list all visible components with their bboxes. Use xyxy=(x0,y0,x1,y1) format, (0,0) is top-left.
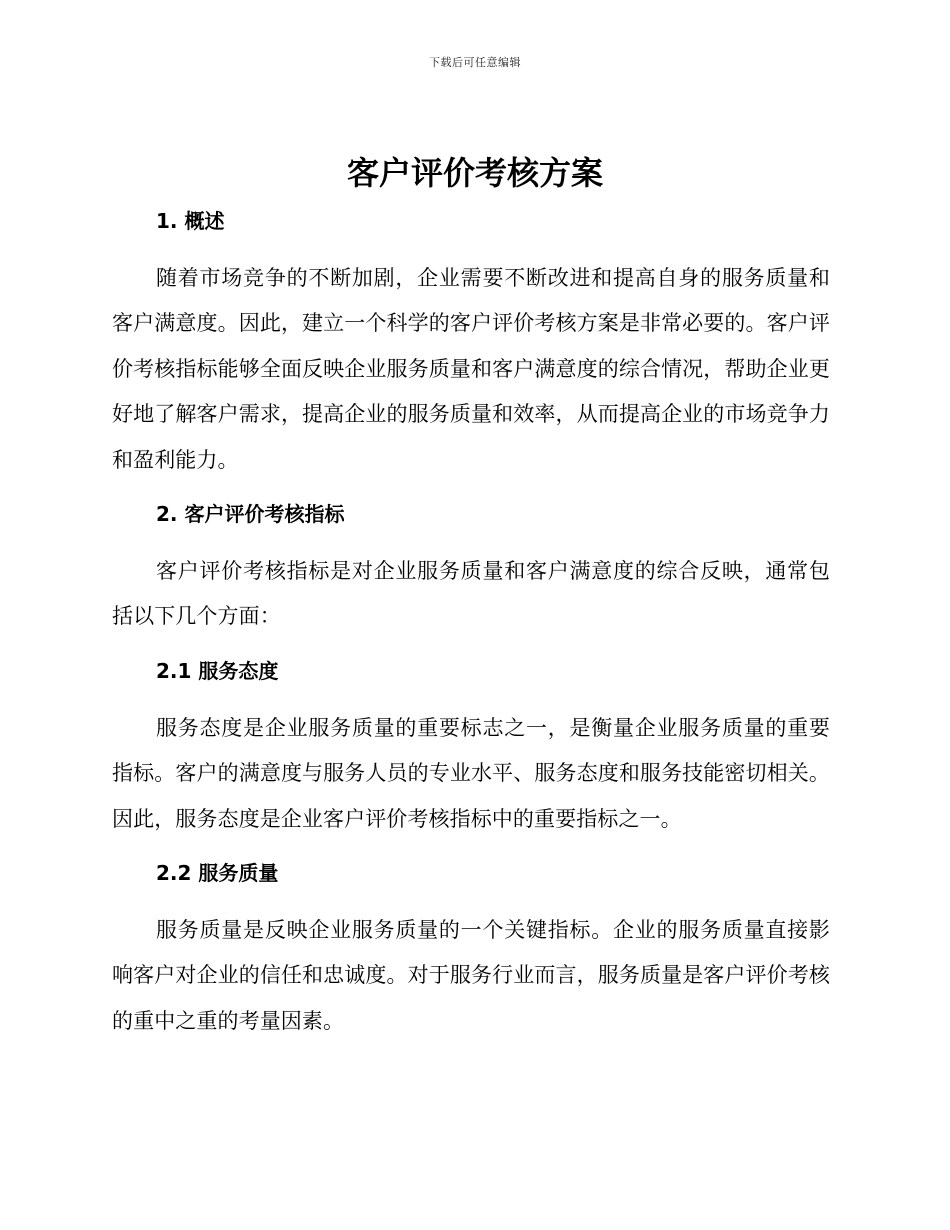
section-service-attitude xyxy=(112,651,830,853)
section-paragraph: 服务态度是企业服务质量的重要标志之一，是衡量企业服务质量的重要指标。客户的满意度与服务人员的专业水平、服务态度和服务技能密切相关。因此，服务态度是企业客户评价考核指标中的重要指标之一。 xyxy=(112,715,830,831)
document-title: 客户评价考核方案 xyxy=(346,154,603,192)
section-paragraph: 随着市场竞争的不断加剧，企业需要不断改进和提高自身的服务质量和客户满意度。因此，建立一个科学的客户评价考核方案是非常必要的。客户评价考核指标能够全面反映企业服务质量和客户满意度的综合情况，帮助企业更好地了解客户需求，提高企业的服务质量和效率，从而提高企业的市场竞争力和盈利能力。 xyxy=(112,266,830,472)
section-heading: 2. 客户评价考核指标 xyxy=(156,502,345,527)
section-paragraph: 服务质量是反映企业服务质量的一个关键指标。企业的服务质量直接影响客户对企业的信任和忠诚度。对于服务行业而言，服务质量是客户评价考核的重中之重的考量因素。 xyxy=(112,918,830,1033)
section-service-quality xyxy=(112,853,830,1044)
section-heading: 1. 概述 xyxy=(156,209,225,233)
section-heading: 2.2 服务质量 xyxy=(156,861,279,886)
section-overview xyxy=(112,201,830,494)
section-heading: 2.1 服务态度 xyxy=(156,658,279,683)
header-note: 下载后可任意编辑 xyxy=(429,56,521,69)
section-evaluation-indicators xyxy=(112,494,830,651)
document-body xyxy=(112,201,830,1044)
section-paragraph: 客户评价考核指标是对企业服务质量和客户满意度的综合反映，通常包括以下几个方面： xyxy=(112,559,830,629)
